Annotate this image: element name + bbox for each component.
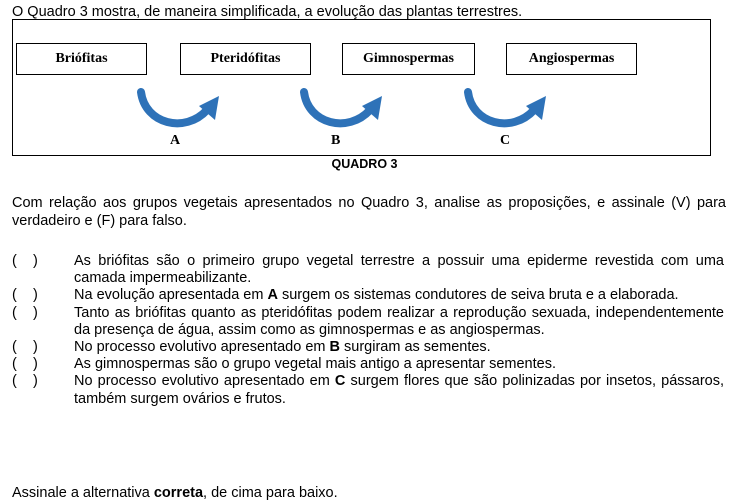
- group-box-briofitas: Briófitas: [16, 43, 147, 75]
- diagram-caption: QUADRO 3: [331, 157, 398, 171]
- propositions-list: [12, 253, 724, 408]
- list-item: [12, 287, 724, 304]
- proposition-text: Tanto as briófitas quanto as pteridófitas podem realizar a reprodução sexuada, independentemente da presença de água, assim como as gimnospermas e as angiospermas.: [74, 304, 724, 338]
- answer-blank[interactable]: ( ): [12, 339, 38, 356]
- curved-arrow-icon: [133, 86, 233, 146]
- quadro-3-diagram: [12, 19, 711, 156]
- transition-label-b: B: [331, 133, 341, 148]
- transition-label-a: A: [170, 133, 181, 148]
- intro-text: O Quadro 3 mostra, de maneira simplificada, a evolução das plantas terrestres.: [12, 4, 523, 20]
- answer-blank[interactable]: ( ): [12, 287, 38, 304]
- curved-arrow-icon: [296, 86, 396, 146]
- answer-blank[interactable]: ( ): [12, 253, 38, 269]
- list-item: [12, 305, 724, 339]
- list-item: [12, 356, 724, 373]
- proposition-text: Na evolução apresentada em A surgem os sistemas condutores de seiva bruta e a elaborada.: [74, 287, 679, 304]
- transition-label-c: C: [500, 133, 511, 148]
- answer-blank[interactable]: ( ): [12, 373, 38, 390]
- question-text: Com relação aos grupos vegetais apresentados no Quadro 3, analise as proposições, e assinale (V) para verdadeiro e (F) para falso.: [12, 195, 726, 229]
- proposition-text: No processo evolutivo apresentado em B surgiram as sementes.: [74, 339, 491, 356]
- answer-blank[interactable]: ( ): [12, 304, 38, 321]
- proposition-text: As briófitas são o primeiro grupo vegetal terrestre a possuir uma epiderme revestida com uma camada impermeabilizante.: [74, 253, 724, 287]
- closing-instruction: Assinale a alternativa correta, de cima para baixo.: [12, 485, 338, 501]
- group-box-gimnospermas: Gimnospermas: [342, 43, 475, 75]
- list-item: [12, 339, 724, 356]
- proposition-text: No processo evolutivo apresentado em C surgem flores que são polinizadas por insetos, pássaros, também surgem ovários e frutos.: [74, 373, 724, 407]
- proposition-text: As gimnospermas são o grupo vegetal mais antigo a apresentar sementes.: [74, 356, 556, 373]
- group-box-angiospermas: Angiospermas: [506, 43, 637, 75]
- group-box-pteridofitas: Pteridófitas: [180, 43, 311, 75]
- list-item: [12, 253, 724, 287]
- answer-blank[interactable]: ( ): [12, 356, 38, 373]
- list-item: [12, 373, 724, 407]
